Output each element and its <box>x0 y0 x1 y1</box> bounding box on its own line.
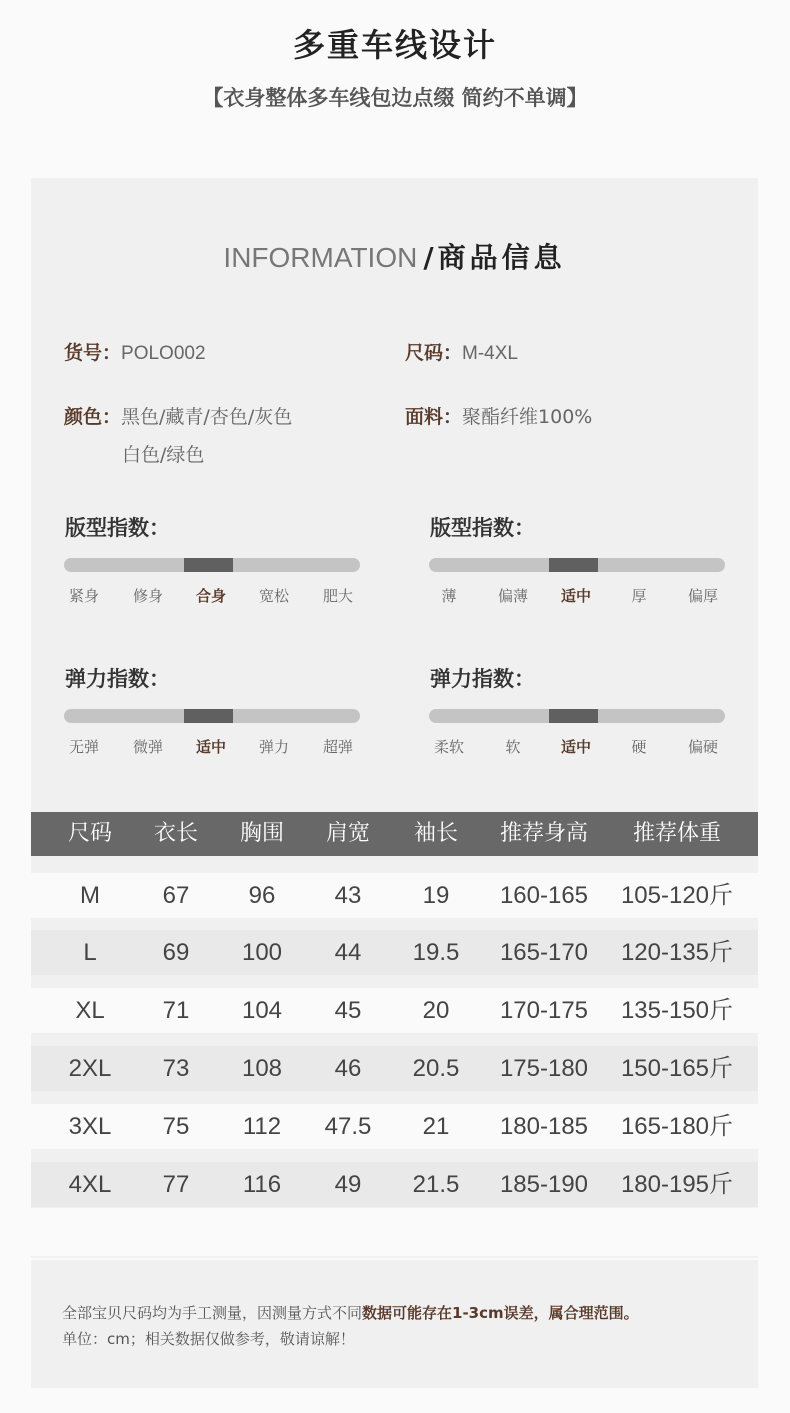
elasticity-index-option: 超弹 <box>322 738 354 756</box>
size-table-header-cell: 肩宽 <box>325 821 370 846</box>
info-heading <box>31 236 758 276</box>
softness-index-option: 硬 <box>631 738 647 756</box>
size-table-cell: 180-185 <box>499 1113 589 1140</box>
elasticity-index-option: 适中 <box>195 738 227 756</box>
size-table-cell: 19 <box>422 882 450 909</box>
size-table-row <box>31 1104 758 1149</box>
thickness-index-marker <box>549 558 598 572</box>
size-table-cell: 46 <box>334 1055 362 1082</box>
fit-index-title: 版型指数： <box>65 516 170 540</box>
colors-line2 <box>122 440 204 467</box>
fit-index-option: 肥大 <box>322 587 354 605</box>
colors-label: 颜色： <box>64 406 122 428</box>
size-table-cell: 175-180 <box>499 1055 589 1082</box>
info-panel <box>31 178 758 1258</box>
size-table-cell: 180-195斤 <box>620 1171 734 1198</box>
thickness-index-option: 厚 <box>631 587 647 605</box>
size-table-cell: 49 <box>334 1171 362 1198</box>
item-number-label: 货号： <box>64 342 122 364</box>
softness-index-marker <box>549 709 598 723</box>
size-table-cell: 108 <box>241 1055 283 1082</box>
fit-index-option: 宽松 <box>258 587 290 605</box>
size-table-cell: 2XL <box>68 1055 112 1082</box>
size-range <box>405 338 518 365</box>
size-table-cell: 150-165斤 <box>620 1055 734 1082</box>
size-table-row <box>31 930 758 975</box>
note-line-1-b: 数据可能存在1-3cm误差， <box>362 1304 549 1322</box>
size-table-cell: 165-170 <box>499 939 589 966</box>
size-range-value: M-4XL <box>462 343 518 364</box>
size-table-cell: 120-135斤 <box>620 939 734 966</box>
thickness-index-ticks <box>429 585 725 605</box>
fit-index-option: 合身 <box>195 587 227 605</box>
softness-index-bar <box>429 709 725 723</box>
size-table-header-cell: 衣长 <box>153 821 198 846</box>
softness-index-option: 偏硬 <box>687 738 719 756</box>
page-title: 多重车线设计 <box>292 26 497 64</box>
colors <box>64 402 292 429</box>
fit-index-marker <box>184 558 233 572</box>
measurement-note <box>31 1260 758 1388</box>
elasticity-index-title: 弹力指数： <box>65 667 170 691</box>
page-subtitle: 【衣身整体多车线包边点缀 简约不单调】 <box>202 86 588 110</box>
elasticity-index-option: 无弹 <box>68 738 100 756</box>
softness-index-title: 弹力指数： <box>430 667 535 691</box>
size-table-cell: 135-150斤 <box>620 997 734 1024</box>
size-range-label: 尺码： <box>405 342 463 364</box>
fit-index-bar <box>64 558 360 572</box>
colors-value-line2: 白色/绿色 <box>122 444 205 466</box>
size-table-header-cell: 袖长 <box>413 821 458 846</box>
size-table-cell: 160-165 <box>499 882 589 909</box>
fabric-value: 聚酯纤维100% <box>462 406 593 428</box>
colors-value-line1: 黑色/藏青/杏色/灰色 <box>121 406 293 428</box>
note-line-1-c: 属合理范围。 <box>548 1304 639 1322</box>
size-table-cell: 43 <box>334 882 362 909</box>
size-table-cell: 4XL <box>68 1171 112 1198</box>
softness-index-option: 软 <box>505 738 521 756</box>
size-table-cell: 75 <box>162 1113 190 1140</box>
size-table-header-cell: 胸围 <box>239 821 284 846</box>
size-table-spacer <box>31 1208 758 1256</box>
size-table-header-cell: 推荐身高 <box>499 821 588 846</box>
thickness-index-bar <box>429 558 725 572</box>
item-number-value: POLO002 <box>121 343 206 364</box>
size-table-header <box>31 812 758 856</box>
elasticity-index-option: 微弹 <box>132 738 164 756</box>
size-table-row <box>31 1162 758 1207</box>
note-line-1 <box>62 1302 639 1323</box>
size-table-cell: 73 <box>162 1055 190 1082</box>
size-table-cell: 44 <box>334 939 362 966</box>
size-table-cell: 67 <box>162 882 190 909</box>
thickness-index-option: 偏厚 <box>687 587 719 605</box>
size-table-cell: 104 <box>241 997 283 1024</box>
softness-index-option: 适中 <box>560 738 592 756</box>
fabric <box>405 402 592 429</box>
size-table-cell: M <box>80 882 100 909</box>
info-heading-cn: /商品信息 <box>423 241 566 274</box>
note-line-2: 单位：cm；相关数据仅做参考，敬请谅解！ <box>62 1330 355 1348</box>
size-table-row <box>31 988 758 1033</box>
size-table-cell: L <box>83 939 97 966</box>
size-table-header-cell: 尺码 <box>67 821 112 846</box>
size-table-row <box>31 1046 758 1091</box>
thickness-index-option: 适中 <box>560 587 592 605</box>
size-table-cell: 21 <box>422 1113 450 1140</box>
size-table-cell: 165-180斤 <box>620 1113 734 1140</box>
size-table-cell: 112 <box>242 1113 282 1140</box>
fit-index-ticks <box>64 585 360 605</box>
elasticity-index-bar <box>64 709 360 723</box>
size-table-cell: 116 <box>242 1171 282 1198</box>
elasticity-index-marker <box>184 709 233 723</box>
thickness-index-title: 版型指数： <box>430 516 535 540</box>
size-table-cell: 3XL <box>68 1113 112 1140</box>
size-table-cell: 69 <box>162 939 190 966</box>
size-table-cell: 170-175 <box>499 997 589 1024</box>
size-table-cell: 96 <box>248 882 276 909</box>
size-table-cell: 20 <box>422 997 450 1024</box>
fit-index-option: 修身 <box>132 587 164 605</box>
size-table-cell: 21.5 <box>412 1171 460 1198</box>
size-table-cell: 20.5 <box>412 1055 460 1082</box>
size-table-cell: 185-190 <box>499 1171 589 1198</box>
elasticity-index-ticks <box>64 736 360 756</box>
size-table-cell: 47.5 <box>324 1113 372 1140</box>
note-line-1-a: 全部宝贝尺码均为手工测量，因测量方式不同 <box>62 1304 363 1322</box>
size-table-cell: 100 <box>241 939 283 966</box>
size-table-cell: 19.5 <box>412 939 460 966</box>
fit-index-option: 紧身 <box>68 587 100 605</box>
size-table-cell: XL <box>75 997 105 1024</box>
thickness-index-option: 薄 <box>441 587 457 605</box>
softness-index-ticks <box>429 736 725 756</box>
softness-index-option: 柔软 <box>433 738 465 756</box>
size-table-cell: 71 <box>162 997 190 1024</box>
size-table-cell: 105-120斤 <box>620 882 734 909</box>
size-table-row <box>31 873 758 918</box>
size-table-cell: 77 <box>162 1171 190 1198</box>
item-number <box>64 338 206 365</box>
fabric-label: 面料： <box>405 406 463 428</box>
size-table-cell: 45 <box>334 997 362 1024</box>
info-heading-en: INFORMATION <box>223 242 418 273</box>
thickness-index-option: 偏薄 <box>497 587 529 605</box>
elasticity-index-option: 弹力 <box>258 738 290 756</box>
size-table-header-cell: 推荐体重 <box>632 821 721 846</box>
